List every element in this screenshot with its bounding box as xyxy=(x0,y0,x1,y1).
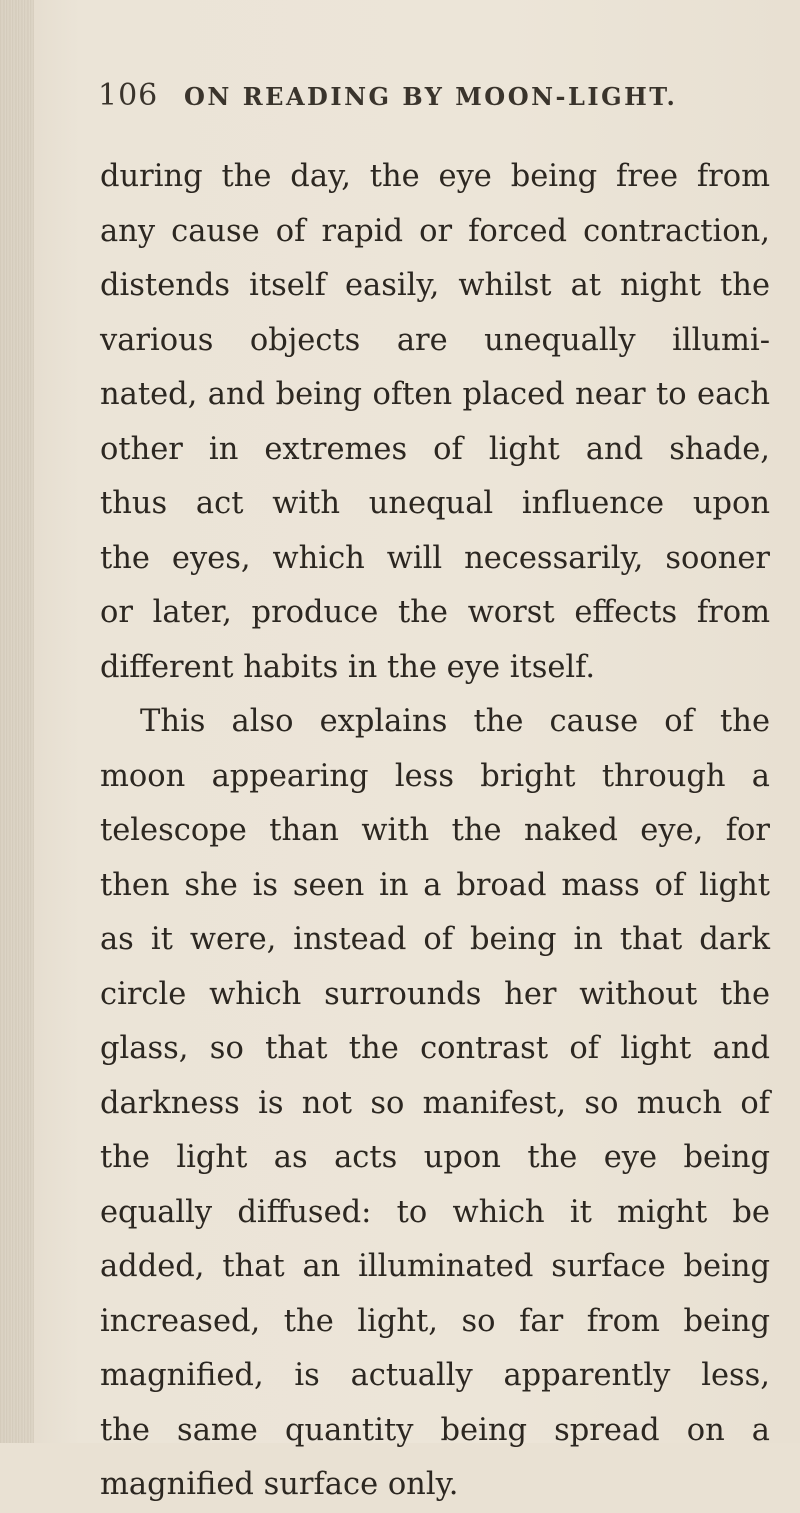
text-line: glass, so that the contrast of light and xyxy=(100,1031,770,1066)
body-text xyxy=(100,150,770,1513)
text-line: thus act with unequal influence upon xyxy=(100,486,770,521)
text-line: equally diffused: to which it might be xyxy=(100,1194,770,1230)
text-line: circle which surrounds her without the xyxy=(100,976,770,1012)
text-line: telescope than with the naked eye, for xyxy=(100,813,770,848)
text-line: the light as acts upon the eye being xyxy=(100,1140,770,1175)
text-line: different habits in the eye itself. xyxy=(100,649,596,685)
text-line: any cause of rapid or forced contraction, xyxy=(100,213,770,249)
text-line: various objects are unequally illumi- xyxy=(100,322,770,358)
text-line: the eyes, which will necessarily, sooner xyxy=(100,540,770,576)
running-head: ON READING BY MOON-LIGHT. xyxy=(184,82,678,111)
text-line: nated, and being often placed near to each xyxy=(100,377,770,412)
text-line: This also explains the cause of the xyxy=(140,704,770,739)
text-line: other in extremes of light and shade, xyxy=(100,431,770,467)
text-line: moon appearing less bright through a xyxy=(100,758,770,794)
text-line: magnified, is actually apparently less, xyxy=(100,1358,770,1393)
page-gutter xyxy=(0,0,34,1443)
text-line: or later, produce the worst effects from xyxy=(100,595,770,630)
text-line: darkness is not so manifest, so much of xyxy=(100,1085,770,1121)
text-line: during the day, the eye being free from xyxy=(100,159,770,194)
text-line: distends itself easily, whilst at night the xyxy=(100,268,770,303)
text-line: magnified surface only. xyxy=(100,1467,459,1502)
text-line: the same quantity being spread on a xyxy=(100,1412,770,1448)
text-line: as it were, instead of being in that dark xyxy=(100,922,770,957)
page-header xyxy=(98,78,738,118)
text-line: increased, the light, so far from being xyxy=(100,1303,770,1339)
page-number: 106 xyxy=(98,78,159,113)
text-line: added, that an illuminated surface being xyxy=(100,1249,770,1284)
text-line: then she is seen in a broad mass of light xyxy=(100,867,770,903)
